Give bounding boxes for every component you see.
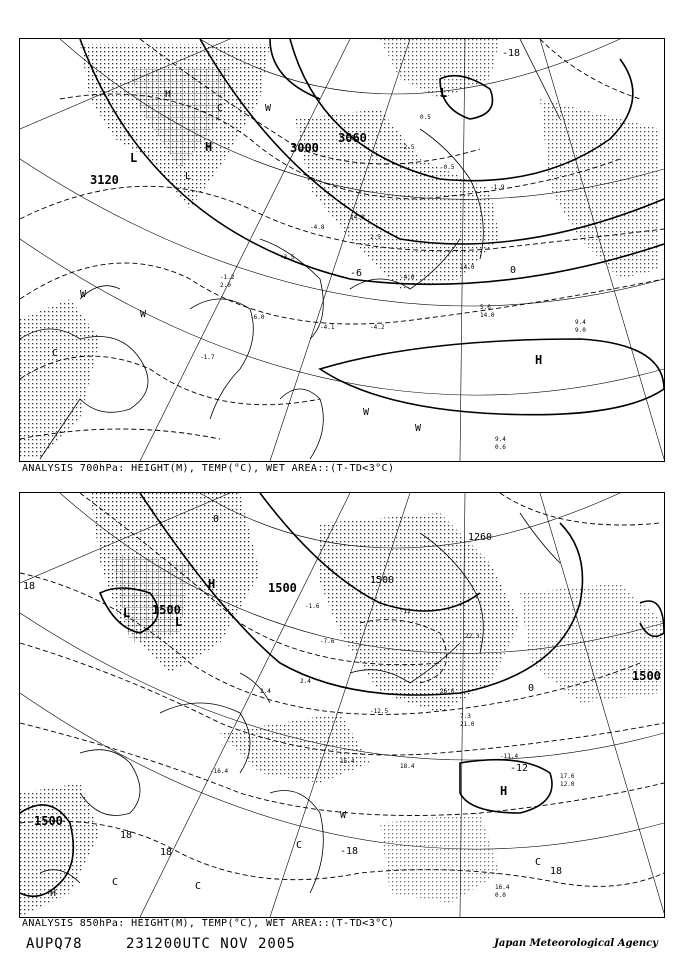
height-label: 1500 (268, 581, 297, 595)
caption-850hpa: ANALYSIS 850hPa: HEIGHT(M), TEMP(°C), WET AREA::(T-TD<3°C) (22, 918, 395, 929)
high-center: H (165, 89, 172, 100)
svg-text:-2.5: -2.5 (400, 144, 415, 151)
high-center: H (50, 888, 57, 899)
svg-text:-4.2: -4.2 (370, 324, 385, 331)
height-label: 3060 (338, 131, 367, 145)
temp-label: -18 (340, 846, 359, 857)
wet-area (540, 99, 660, 279)
svg-text:9.4: 9.4 (575, 319, 586, 326)
cold-center: C (296, 840, 303, 851)
cold-center: C (195, 881, 202, 892)
svg-text:26.6: 26.6 (440, 688, 455, 695)
svg-text:16.4: 16.4 (495, 884, 510, 891)
svg-text:-4.1: -4.1 (320, 324, 335, 331)
svg-text:2.4: 2.4 (300, 678, 311, 685)
height-label: 1500 (34, 814, 63, 828)
high-center: H (205, 140, 213, 154)
height-label: 1500 (632, 669, 661, 683)
map-panel-850hpa (19, 492, 665, 918)
agency-name: Japan Meteorological Agency (494, 938, 658, 949)
low-center: L (440, 86, 448, 100)
svg-text:-4.8: -4.8 (310, 224, 325, 231)
svg-text:-12.5: -12.5 (370, 708, 389, 715)
cold-center: C (52, 348, 59, 359)
caption-700hpa: ANALYSIS 700hPa: HEIGHT(M), TEMP(°C), WET AREA::(T-TD<3°C) (22, 463, 395, 474)
warm-center: W (80, 289, 87, 300)
svg-text:7.3: 7.3 (460, 713, 471, 720)
warm-center: W (265, 103, 272, 114)
temp-label: 18 (550, 866, 563, 877)
svg-text:9.0: 9.0 (575, 327, 586, 334)
temp-label: -12 (510, 763, 529, 774)
svg-text:0.5: 0.5 (420, 114, 431, 121)
svg-text:12.0: 12.0 (560, 781, 575, 788)
high-center: H (500, 784, 508, 798)
svg-text:0.0: 0.0 (495, 892, 506, 899)
svg-text:14.0: 14.0 (480, 312, 495, 319)
warm-center: W (340, 810, 347, 821)
svg-text:17.6: 17.6 (560, 773, 575, 780)
svg-text:-16.4: -16.4 (210, 768, 229, 775)
temp-label: 18 (160, 847, 173, 858)
svg-text:-4.0: -4.0 (400, 274, 415, 281)
svg-text:14.0: 14.0 (460, 264, 475, 271)
high-center: H (208, 577, 216, 591)
temp-label: 0 (213, 514, 220, 525)
svg-text:-1.6: -1.6 (305, 603, 320, 610)
svg-text:22.3: 22.3 (465, 633, 480, 640)
svg-text:-6.0: -6.0 (250, 314, 265, 321)
low-center: L (185, 171, 192, 182)
svg-text:18.4: 18.4 (400, 763, 415, 770)
temp-label: -18 (502, 48, 521, 59)
svg-text:-0.5: -0.5 (440, 164, 455, 171)
svg-text:0.6: 0.6 (495, 444, 506, 451)
wet-area (380, 813, 500, 903)
svg-text:-1.2: -1.2 (220, 274, 235, 281)
low-center: L (123, 606, 131, 620)
valid-time: 231200UTC NOV 2005 (126, 936, 296, 952)
temp-label: 18 (23, 581, 36, 592)
svg-text:-3.5: -3.5 (280, 254, 295, 261)
wet-area (520, 583, 664, 703)
svg-text:2.4: 2.4 (260, 688, 271, 695)
map-850hpa (20, 493, 664, 917)
high-center: H (535, 353, 543, 367)
svg-text:2.0: 2.0 (220, 282, 231, 289)
wet-area (220, 713, 370, 783)
svg-text:-12: -12 (400, 608, 411, 615)
svg-text:9.4: 9.4 (495, 436, 506, 443)
height-label: 3120 (90, 173, 119, 187)
height-label: 3000 (290, 141, 319, 155)
height-label: 1260 (468, 532, 493, 543)
cold-center: C (112, 877, 119, 888)
map-700hpa (20, 39, 664, 461)
cold-center: C (535, 857, 542, 868)
wet-area (20, 299, 100, 459)
warm-center: W (415, 423, 422, 434)
svg-text:5.6: 5.6 (480, 304, 491, 311)
low-center: L (130, 151, 138, 165)
svg-text:15.4: 15.4 (340, 758, 355, 765)
svg-text:-7.6: -7.6 (320, 638, 335, 645)
svg-text:21.0: 21.0 (460, 721, 475, 728)
cold-center: C (217, 103, 224, 114)
warm-center: W (140, 309, 147, 320)
svg-text:-1.9: -1.9 (490, 184, 505, 191)
svg-text:2.5: 2.5 (370, 234, 381, 241)
svg-text:14.0: 14.0 (350, 214, 365, 221)
temp-label: -6 (350, 268, 363, 279)
temp-label: 0 (510, 265, 517, 276)
height-label: 1500 (152, 603, 181, 617)
temp-label: 18 (120, 830, 133, 841)
low-center: L (175, 615, 183, 629)
height-label: 1500 (370, 575, 395, 586)
map-panel-700hpa (19, 38, 665, 462)
wet-area (110, 553, 190, 643)
svg-text:-11.4: -11.4 (500, 753, 519, 760)
warm-center: W (363, 407, 370, 418)
chart-id: AUPQ78 (26, 936, 83, 952)
temp-label: 0 (528, 683, 535, 694)
svg-text:-1.7: -1.7 (200, 354, 215, 361)
